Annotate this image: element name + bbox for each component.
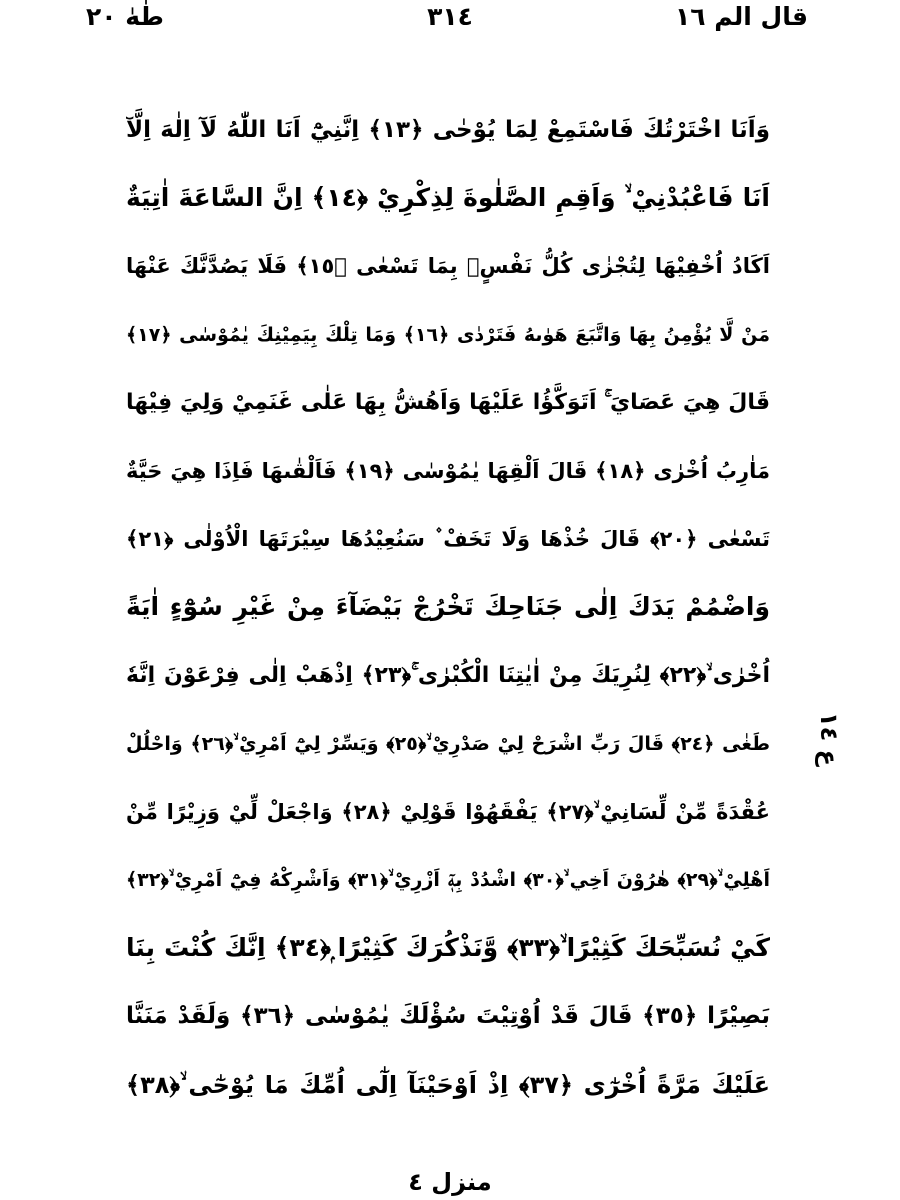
verse-line: طَغٰى ﴿٢٤﴾ قَالَ رَبِّ اشْرَحْ لِيْ صَدْرِيْ ۙ﴿٢٥﴾ وَيَسِّرْ لِيْٓ اَمْرِيْ ۙ﴿٢٦﴾ وَاحْلُلْ (126, 732, 770, 755)
juz-label: قال الم ١٦ (675, 2, 808, 31)
verse-line: اُخْرٰى ۙ﴿٢٢﴾ لِنُرِيَكَ مِنْ اٰيٰتِنَا الْكُبْرٰى ۚ﴿٢٣﴾ اِذْهَبْ اِلٰى فِرْعَوْنَ اِنَّهٗ (126, 662, 770, 688)
verse-line: مَاٰرِبُ اُخْرٰى ﴿١٨﴾ قَالَ اَلْقِهَا يٰمُوْسٰى ﴿١٩﴾ فَاَلْقٰىهَا فَاِذَا هِيَ حَيَّةٌ (126, 458, 770, 483)
verse-line: كَيْ نُسَبِّحَكَ كَثِيْرًا ۙ﴿٣٣﴾ وَّنَذْكُرَكَ كَثِيْرًا ۭ﴿٣٤﴾ اِنَّكَ كُنْتَ بِنَا (126, 933, 770, 963)
manzil-label: منزل ٤ (408, 1168, 492, 1196)
ruku-margin-mark: ع ١٤ (815, 712, 843, 767)
verse-line: بَصِيْرًا ﴿٣٥﴾ قَالَ قَدْ اُوْتِيْتَ سُؤْلَكَ يٰمُوْسٰى ﴿٣٦﴾ وَلَقَدْ مَنَنَّا (126, 1003, 770, 1030)
verse-line: تَسْعٰى ﴿٢٠﴾ قَالَ خُذْهَا وَلَا تَخَفْ ۫ سَنُعِيْدُهَا سِيْرَتَهَا الْاُوْلٰى ﴿٢١﴾ (126, 527, 770, 552)
page-header (0, 0, 900, 40)
surah-label: طٰهٰ ٢٠ (86, 2, 164, 31)
page-number: ٣١٤ (427, 2, 473, 31)
verse-line: وَاضْمُمْ يَدَكَ اِلٰى جَنَاحِكَ تَخْرُجْ بَيْضَآءَ مِنْ غَيْرِ سُوْٓءٍ اٰيَةً (126, 592, 770, 622)
verse-line: عَلَيْكَ مَرَّةً اُخْرٰٓى ﴿٣٧﴾ اِذْ اَوْحَيْنَآ اِلٰٓى اُمِّكَ مَا يُوْحٰٓى ۙ﴿٣٨﴾ (126, 1070, 770, 1099)
verse-line: قَالَ هِيَ عَصَايَ ۚ اَتَوَكَّؤُا عَلَيْهَا وَاَهُشُّ بِهَا عَلٰى غَنَمِيْ وَلِيَ فِيْهَا (126, 389, 770, 415)
verse-line: اَنَا فَاعْبُدْنِيْ ۙ وَاَقِمِ الصَّلٰوةَ لِذِكْرِيْ ﴿١٤﴾ اِنَّ السَّاعَةَ اٰتِيَةٌ (126, 183, 770, 213)
verse-line: اَكَادُ اُخْفِيْهَا لِتُجْزٰى كُلُّ نَفْسٍۭ بِمَا تَسْعٰى ﴿١٥﴾ فَلَا يَصُدَّنَّكَ عَنْهَا (126, 254, 770, 279)
verse-line: وَاَنَا اخْتَرْتُكَ فَاسْتَمِعْ لِمَا يُوْحٰى ﴿١٣﴾ اِنَّنِيْٓ اَنَا اللّٰهُ لَآ اِلٰهَ اِلَّآ (126, 117, 770, 143)
verse-line: عُقْدَةً مِّنْ لِّسَانِيْ ۙ﴿٢٧﴾ يَفْقَهُوْا قَوْلِيْ ﴿٢٨﴾ وَاجْعَلْ لِّيْ وَزِيْرًا مِّنْ (126, 799, 770, 824)
verse-line: اَهْلِيْ ۙ﴿٢٩﴾ هٰرُوْنَ اَخِي ۙ﴿٣٠﴾ اشْدُدْ بِهٖٓ اَزْرِيْ ۙ﴿٣١﴾ وَاَشْرِكْهُ فِيْٓ اَمْرِيْ ۙ﴿٣٢﴾ (126, 869, 770, 892)
quran-text-block (126, 96, 770, 1119)
verse-line: مَنْ لَّا يُؤْمِنُ بِهَا وَاتَّبَعَ هَوٰىهُ فَتَرْدٰى ﴿١٦﴾ وَمَا تِلْكَ بِيَمِيْنِكَ يٰمُوْسٰى ﴿١٧﴾ (126, 323, 770, 346)
